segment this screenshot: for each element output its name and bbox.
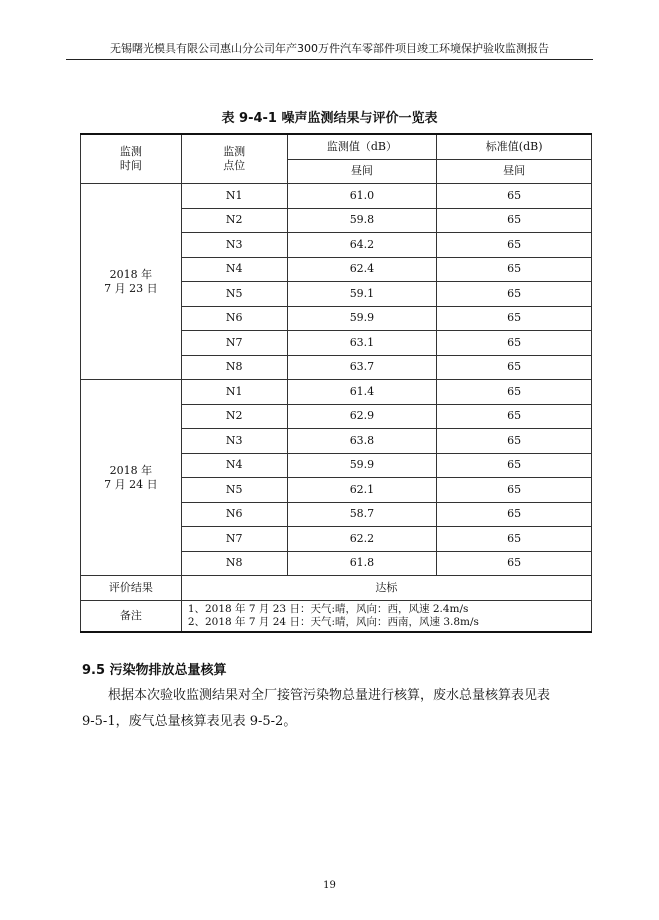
value-cell: 63.1 <box>287 331 437 356</box>
value-cell: 59.9 <box>287 306 437 331</box>
point-cell: N7 <box>181 527 287 552</box>
value-cell: 59.8 <box>287 208 437 233</box>
standard-cell: 65 <box>437 233 592 258</box>
point-cell: N8 <box>181 355 287 380</box>
header-standard-daytime: 昼间 <box>437 159 592 184</box>
point-cell: N1 <box>181 380 287 405</box>
section-heading: 9.5 污染物排放总量核算 <box>82 663 227 678</box>
standard-cell: 65 <box>437 380 592 405</box>
paragraph-line-1: 根据本次验收监测结果对全厂接管污染物总量进行核算，废水总量核算表见表 <box>108 688 551 703</box>
evaluation-label: 评价结果 <box>81 576 182 601</box>
standard-cell: 65 <box>437 184 592 209</box>
standard-cell: 65 <box>437 478 592 503</box>
standard-cell: 65 <box>437 331 592 356</box>
point-cell: N1 <box>181 184 287 209</box>
point-cell: N3 <box>181 233 287 258</box>
point-cell: N2 <box>181 404 287 429</box>
header-time: 监测 时间 <box>81 134 182 184</box>
value-cell: 63.7 <box>287 355 437 380</box>
header-standard: 标准值(dB) <box>437 134 592 159</box>
standard-cell: 65 <box>437 282 592 307</box>
page-number: 19 <box>323 880 336 891</box>
value-cell: 59.1 <box>287 282 437 307</box>
standard-cell: 65 <box>437 355 592 380</box>
standard-cell: 65 <box>437 306 592 331</box>
point-cell: N6 <box>181 502 287 527</box>
running-header: 无锡曙光模具有限公司惠山分公司年产300万件汽车零部件项目竣工环境保护验收监测报告 <box>66 40 593 60</box>
value-cell: 59.9 <box>287 453 437 478</box>
value-cell: 58.7 <box>287 502 437 527</box>
point-cell: N6 <box>181 306 287 331</box>
evaluation-value: 达标 <box>181 576 591 601</box>
table-title: 表 9-4-1 噪声监测结果与评价一览表 <box>221 111 438 126</box>
value-cell: 63.8 <box>287 429 437 454</box>
point-cell: N4 <box>181 453 287 478</box>
value-cell: 62.4 <box>287 257 437 282</box>
standard-cell: 65 <box>437 502 592 527</box>
standard-cell: 65 <box>437 453 592 478</box>
notes-text: 1、2018 年 7 月 23 日：天气:晴，风向：西，风速 2.4m/s 2、2018 年 7 月 24 日：天气:晴，风向：西南，风速 3.8m/s <box>181 600 591 632</box>
point-cell: N3 <box>181 429 287 454</box>
standard-cell: 65 <box>437 404 592 429</box>
notes-row <box>81 600 592 632</box>
evaluation-row <box>81 576 592 601</box>
point-cell: N8 <box>181 551 287 576</box>
value-cell: 62.2 <box>287 527 437 552</box>
value-cell: 62.1 <box>287 478 437 503</box>
table-row <box>81 184 592 209</box>
value-cell: 62.9 <box>287 404 437 429</box>
date-cell: 2018 年 7 月 24 日 <box>81 380 182 576</box>
standard-cell: 65 <box>437 257 592 282</box>
standard-cell: 65 <box>437 527 592 552</box>
standard-cell: 65 <box>437 551 592 576</box>
point-cell: N5 <box>181 478 287 503</box>
value-cell: 64.2 <box>287 233 437 258</box>
date-cell: 2018 年 7 月 23 日 <box>81 184 182 380</box>
value-cell: 61.0 <box>287 184 437 209</box>
notes-label: 备注 <box>81 600 182 632</box>
header-measured: 监测值（dB） <box>287 134 437 159</box>
value-cell: 61.8 <box>287 551 437 576</box>
point-cell: N2 <box>181 208 287 233</box>
value-cell: 61.4 <box>287 380 437 405</box>
point-cell: N7 <box>181 331 287 356</box>
paragraph-line-2: 9-5-1，废气总量核算表见表 9-5-2。 <box>82 714 297 729</box>
table-row <box>81 380 592 405</box>
standard-cell: 65 <box>437 208 592 233</box>
point-cell: N4 <box>181 257 287 282</box>
header-point: 监测 点位 <box>181 134 287 184</box>
standard-cell: 65 <box>437 429 592 454</box>
point-cell: N5 <box>181 282 287 307</box>
header-measured-daytime: 昼间 <box>287 159 437 184</box>
noise-results-table <box>80 133 592 633</box>
